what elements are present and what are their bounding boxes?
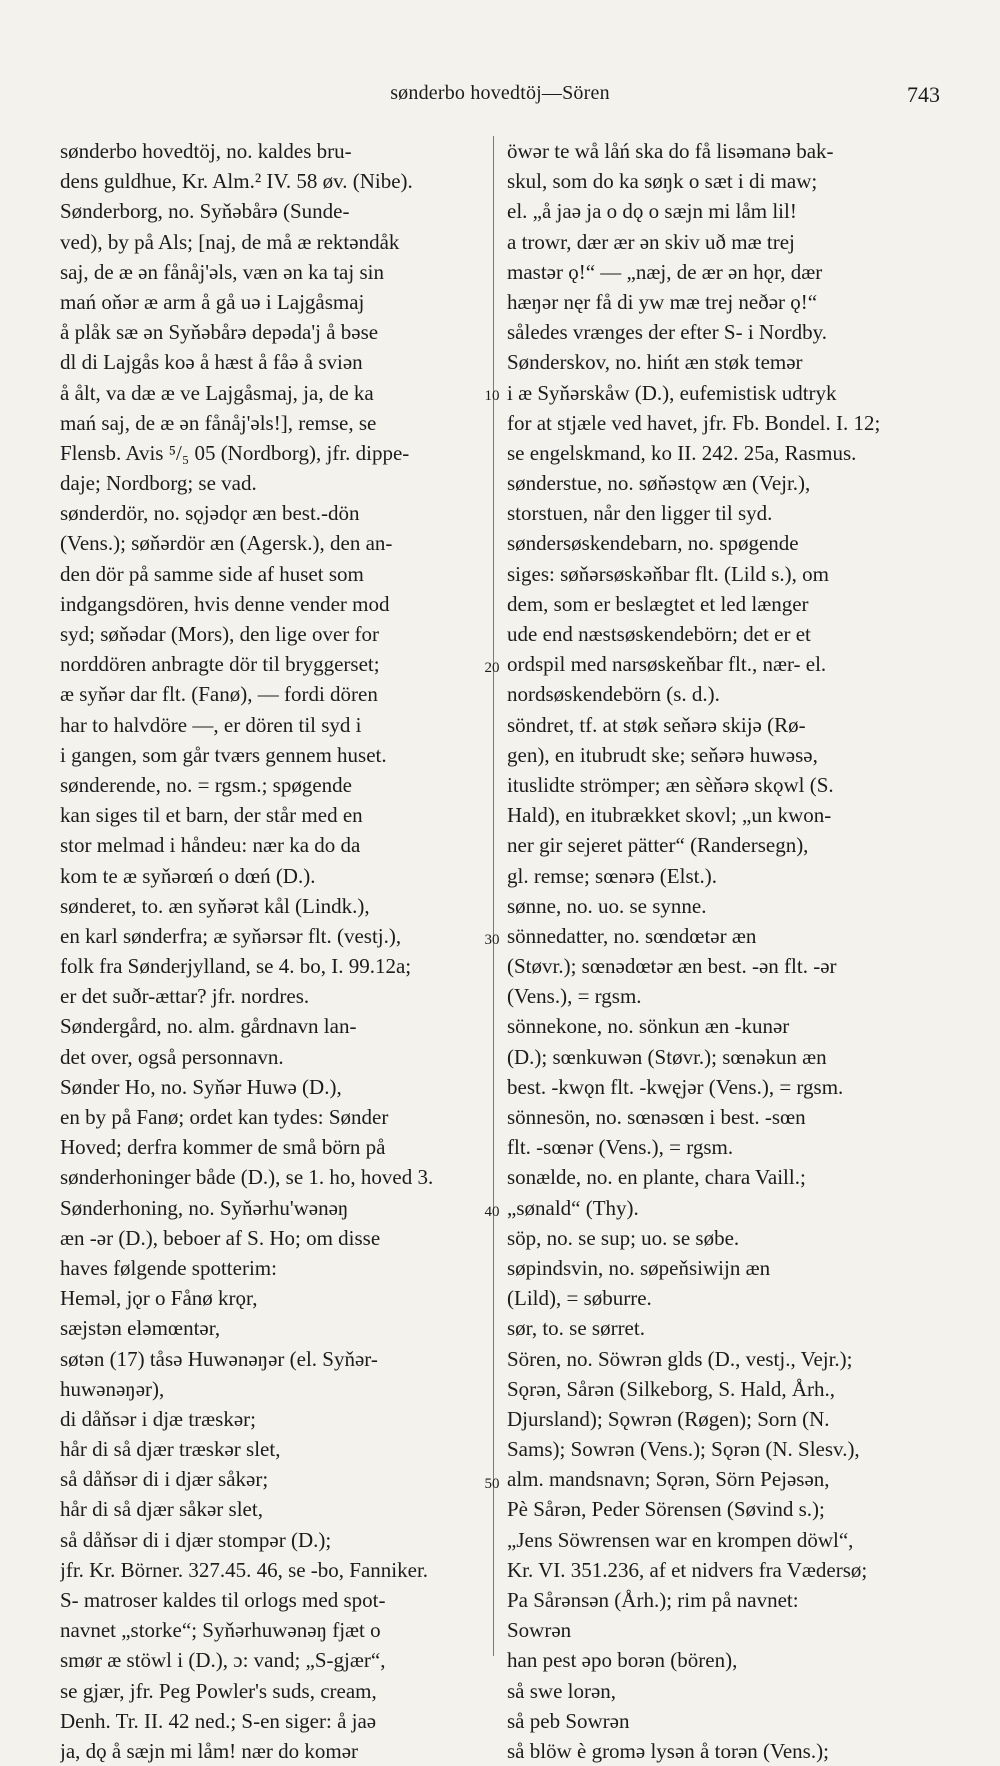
text-line: smør æ stöwl i (D.), ɔ: vand; „S-gjær“,	[60, 1648, 386, 1673]
text-line: Heməl, jǫr o Fånø krǫr,	[60, 1286, 258, 1311]
line-number: 40	[484, 1204, 500, 1220]
text-line: Sønderhoning, no. Syňərhu'wənəŋ	[60, 1195, 349, 1220]
text-line: det over, også personnavn.	[60, 1044, 284, 1069]
text-line: flt. -sœnər (Vens.), = rgsm.	[507, 1135, 734, 1160]
text-line: Hald), en itubrækket skovl; „un kwon-	[507, 803, 832, 828]
text-line: se engelskmand, ko II. 242. 25a, Rasmus.	[507, 440, 857, 465]
text-line: (D.); sœnkuwən (Støvr.); sœnəkun æn	[507, 1044, 827, 1069]
text-line: „sønald“ (Thy).	[507, 1195, 639, 1220]
text-line: storstuen, når den ligger til syd.	[507, 501, 773, 526]
text-line: hår di så djær træskər slet,	[60, 1437, 281, 1462]
text-line: sønderbo hovedtöj, no. kaldes bru-	[60, 139, 352, 163]
text-line: den dör på samme side af huset som	[60, 561, 364, 586]
text-line: en karl sønderfra; æ syňərsər flt. (vestj.),	[60, 923, 402, 948]
column-divider	[493, 136, 494, 1656]
text-line: sør, to. se sørret.	[507, 1316, 645, 1341]
text-line: så swe lorən,	[507, 1678, 617, 1703]
line-number: 50	[484, 1476, 500, 1492]
text-line: sonælde, no. en plante, chara Vaill.;	[507, 1165, 806, 1190]
text-line: i æ Syňərskåw (D.), eufemistisk udtryk	[507, 380, 837, 405]
text-line: Flensb. Avis ⁵/₅ 05 (Nordborg), jfr. dippe-	[60, 440, 410, 465]
text-line: hæŋər nęr få di yw mæ trej neðər ǫ!“	[507, 289, 818, 314]
text-line: Sǫrən, Sårən (Silkeborg, S. Hald, Årh.,	[507, 1376, 835, 1401]
text-line: sønne, no. uo. se synne.	[507, 893, 707, 918]
text-line: sönnedatter, no. sœndœtər æn	[507, 923, 757, 948]
text-line: huwənəŋər),	[60, 1376, 165, 1401]
text-line: å plåk sæ ən Syňəbårə depəda'j å bəse	[60, 320, 379, 345]
text-line: så blöw è gromə lysən å torən (Vens.);	[507, 1738, 829, 1763]
text-line: Søndergård, no. alm. gårdnavn lan-	[60, 1014, 357, 1039]
text-line: (Støvr.); sœnədœtər æn best. -ən flt. -ər	[507, 954, 837, 979]
text-line: Sønderborg, no. Syňəbårə (Sunde-	[60, 199, 350, 224]
text-line: siges: søňərsøskəňbar flt. (Lild s.), om	[507, 561, 829, 586]
line-number: 10	[484, 388, 500, 404]
text-line: stor melmad i håndeu: nær ka do da	[60, 833, 361, 858]
text-line: ordspil med narsøskeňbar flt., nær- el.	[507, 652, 827, 677]
text-line: har to halvdöre —, er dören til syd i	[60, 712, 362, 737]
text-line: öwər te wå låń ska do få lisəmanə bak-	[507, 139, 834, 163]
text-line: mań saj, de æ ən fånåj'əls!], remse, se	[60, 410, 377, 435]
text-line: er det suðr-ættar? jfr. nordres.	[60, 984, 310, 1009]
text-line: så dåňsər di i djær stompər (D.);	[60, 1527, 332, 1552]
left-column	[60, 136, 484, 1766]
text-line: nordsøskendebörn (s. d.).	[507, 682, 720, 707]
text-line: Kr. VI. 351.236, af et nidvers fra Vædersø;	[507, 1557, 868, 1582]
text-line: sønderdör, no. sǫjədǫr æn best.-dön	[60, 501, 360, 526]
text-line: Sønderskov, no. hińt æn støk temər	[507, 350, 803, 375]
text-line: i gangen, som går tværs gennem huset.	[60, 742, 387, 767]
text-line: indgangsdören, hvis denne vender mod	[60, 591, 390, 616]
text-line: a trowr, dær ær ən skiv uð mæ trej	[507, 229, 795, 254]
page-number: 743	[907, 82, 940, 107]
text-line: sønderhoninger både (D.), se 1. ho, hoved 3.	[60, 1165, 434, 1190]
text-line: han pest əpo borən (bören),	[507, 1648, 738, 1673]
text-line: folk fra Sønderjylland, se 4. bo, I. 99.12a;	[60, 954, 412, 979]
text-line: sönnekone, no. sönkun æn -kunər	[507, 1014, 790, 1039]
right-column	[507, 136, 941, 1766]
text-line: alm. mandsnavn; Sǫrən, Sörn Pejəsən,	[507, 1467, 830, 1492]
text-line: ja, dǫ å sæjn mi låm! nær do komər	[60, 1738, 359, 1763]
text-line: dens guldhue, Kr. Alm.² IV. 58 øv. (Nibe).	[60, 169, 413, 194]
text-line: Sören, no. Söwrən glds (D., vestj., Vejr.);	[507, 1346, 853, 1371]
text-line: sæjstən eləmœntər,	[60, 1316, 221, 1341]
text-line: kan siges til et barn, der står med en	[60, 803, 363, 828]
text-line: (Vens.), = rgsm.	[507, 984, 642, 1009]
text-line: mań oňər æ arm å gå uə i Lajgåsmaj	[60, 289, 365, 314]
text-line: æ syňər dar flt. (Fanø), — fordi dören	[60, 682, 378, 707]
text-line: sönnesön, no. sœnəsœn i best. -sœn	[507, 1105, 806, 1129]
text-line: Denh. Tr. II. 42 ned.; S-en siger: å jaə	[60, 1708, 377, 1733]
text-line: syd; søňədar (Mors), den lige over for	[60, 622, 379, 646]
text-line: således vrænges der efter S- i Nordby.	[507, 320, 827, 345]
text-line: Sams); Sowrən (Vens.); Sǫrən (N. Slesv.),	[507, 1437, 860, 1462]
text-line: söp, no. se sup; uo. se søbe.	[507, 1225, 740, 1250]
line-number: 30	[484, 932, 500, 948]
text-line: ituslidte strömper; æn sèňərə skǫwl (S.	[507, 772, 834, 797]
text-line: Pa Sårənsən (Årh.); rim på navnet:	[507, 1588, 799, 1612]
text-line: skul, som do ka søŋk o sæt i di maw;	[507, 169, 818, 194]
text-line: el. „å jaə ja o dǫ o sæjn mi låm lil!	[507, 199, 797, 224]
text-line: saj, de æ ən fånåj'əls, væn ən ka taj sin	[60, 259, 384, 284]
text-line: så dåňsər di i djær såkər;	[60, 1467, 269, 1492]
text-line: Sønder Ho, no. Syňər Huwə (D.),	[60, 1074, 342, 1099]
text-line: sønderstue, no. søňəstǫw æn (Vejr.),	[507, 471, 811, 496]
text-line: å ålt, va dæ æ ve Lajgåsmaj, ja, de ka	[60, 380, 374, 405]
running-head: sønderbo hovedtöj—Sören	[390, 82, 610, 104]
text-line: Hoved; derfra kommer de små börn på	[60, 1135, 386, 1160]
text-line: navnet „storke“; Syňərhuwənəŋ fjæt o	[60, 1618, 381, 1643]
text-line: ude end næstsøskendebörn; det er et	[507, 622, 811, 646]
text-line: Djursland); Sǫwrən (Røgen); Sorn (N.	[507, 1406, 830, 1431]
text-line: dem, som er beslægtet et led længer	[507, 591, 809, 616]
text-line: sønderet, to. æn syňərət kål (Lindk.),	[60, 893, 370, 918]
text-line: jfr. Kr. Börner. 327.45. 46, se -bo, Fanniker.	[60, 1557, 429, 1582]
text-line: så peb Sowrən	[507, 1708, 630, 1733]
text-line: söndret, tf. at støk seňərə skijə (Rø-	[507, 712, 806, 737]
text-line: Pè Sårən, Peder Sörensen (Søvind s.);	[507, 1497, 825, 1522]
text-line: (Vens.); søňərdör æn (Agersk.), den an-	[60, 531, 393, 556]
text-line: daje; Nordborg; se vad.	[60, 471, 257, 496]
text-line: S- matroser kaldes til orlogs med spot-	[60, 1588, 386, 1612]
text-line: søpindsvin, no. søpeňsiwijn æn	[507, 1255, 771, 1280]
text-line: dl di Lajgås koə å hæst å fåə å sviən	[60, 350, 363, 375]
page-header	[60, 82, 940, 118]
text-line: di dåňsər i djæ træskər;	[60, 1406, 256, 1431]
text-line: „Jens Söwrensen war en krompen döwl“,	[507, 1527, 854, 1552]
text-line: norddören anbragte dör til bryggerset;	[60, 652, 380, 677]
text-line: gl. remse; sœnərə (Elst.).	[507, 863, 717, 888]
text-line: søndersøskendebarn, no. spøgende	[507, 531, 799, 556]
text-line: mastər ǫ!“ — „næj, de ær ən hǫr, dær	[507, 259, 823, 284]
text-line: (Lild), = søburre.	[507, 1286, 652, 1311]
text-line: æn -ər (D.), beboer af S. Ho; om disse	[60, 1225, 381, 1250]
text-line: best. -kwǫn flt. -kwęjər (Vens.), = rgsm.	[507, 1074, 844, 1099]
text-line: søtən (17) tåsə Huwənəŋər (el. Syňər-	[60, 1346, 378, 1371]
text-line: se gjær, jfr. Peg Powler's suds, cream,	[60, 1678, 377, 1703]
text-line: gen), en itubrudt ske; seňərə huwəsə,	[507, 742, 818, 767]
text-line: sønderende, no. = rgsm.; spøgende	[60, 772, 352, 797]
line-number: 20	[484, 660, 500, 676]
text-line: for at stjæle ved havet, jfr. Fb. Bondel. I. 12;	[507, 410, 881, 435]
text-line: hår di så djær såkər slet,	[60, 1497, 263, 1522]
text-line: Sowrən	[507, 1618, 572, 1643]
text-line: ved), by på Als; [naj, de må æ rektəndåk	[60, 229, 400, 254]
text-line: haves følgende spotterim:	[60, 1255, 277, 1280]
text-line: kom te æ syňərœń o dœń (D.).	[60, 863, 316, 888]
text-line: ner gir sejeret pätter“ (Randersegn),	[507, 833, 809, 858]
text-line: en by på Fanø; ordet kan tydes: Sønder	[60, 1105, 389, 1129]
